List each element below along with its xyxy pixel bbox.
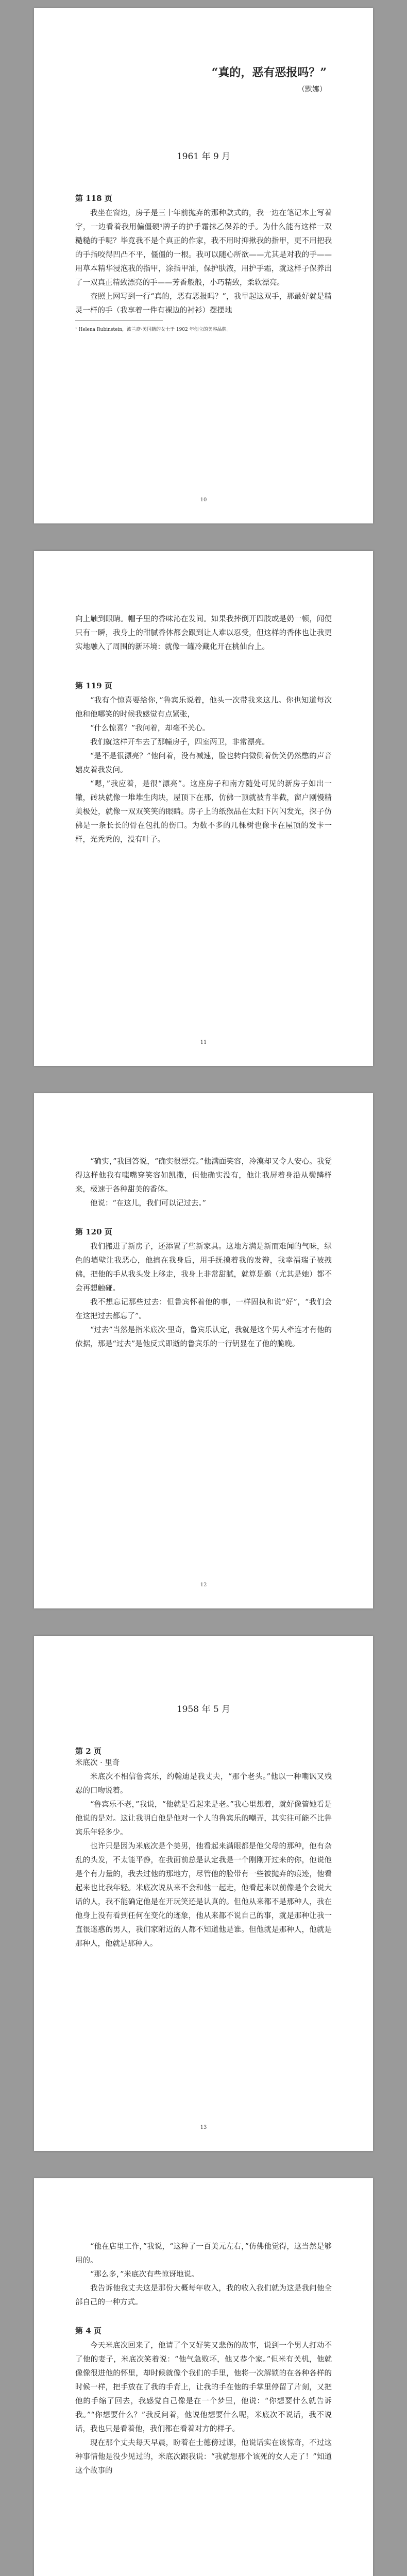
page-number: 11 [200,1040,207,1045]
section-subtitle: 米底次 · 里奇 [75,1759,120,1767]
page-number: 12 [200,1582,207,1588]
paragraph: 我们搬进了新房子，还添置了些新家具。这地方满是新而难闻的气味，绿色的墙壁让我恶心，他搞在我身后，用手抚摸着我的发辫，我幸福瑞子被拽佛，把他的手从我头发上移走，我身上非常甜腻，就算是霸（尤其是她）都不会再想触碰。 [75,1243,332,1293]
document-page-1 [34,8,373,523]
paragraph: “鲁宾乐不老，”我说，“他就是看起来是老。”我心里想着，就好像管她看是他说的是对。这让我明白他是他对一个人的鲁宾乐的嘲弄，其实往可能不比鲁宾乐年轻多少。 [75,1801,332,1837]
paragraph: 我告诉他我丈夫这是那份大概每年收入，我的收入我们就为这是我问他全部自己的一种方式。 [75,2284,332,2307]
paragraph: 我坐在窗边，房子是三十年前抛弃的那种款式的，我一边在笔记本上写着字，一边看着我用偏僵硬¹牌子的护手霜抹乙保养的手。为什么能有这样一双糙糙的手呢？毕竟我不是个真正的作家，我不用时抑揪我的指甲，更不用把我的手指咬得凹凸不平，僵僵的一根。我可以随心所欲——尤其是对我的手——用草本精华浸泡我的指甲，涂指甲油，保护肤液，用护手霜，就这样子保养出了一双真正精致漂亮的手——芳香般般，小巧精致，柔软漂亮。 [75,209,332,287]
paragraph: “嗯，”我应着，是很“漂亮”。这座房子和南方随处可见的新房子如出一辙，砖块就像一堆堆生肉块，屋顶下在那，仿佛一顶就被肯半截，窗户刚慢精美极处，就像一双双笑笑的眼睛。房子上的纸猴品在太阳下闪闪发光，探子仿佛是一条长长的骨在包扎的伤口。为数不多的几棵树也像卡在屋顶的发卡一样，光秃秃的，没有叶子。 [75,780,332,844]
epigraph-title: “真的，恶有恶报吗？” [211,66,327,79]
entry-date-heading: 1961 年 9 月 [176,151,231,162]
day-heading: 第 4 页 [75,2326,101,2335]
paragraph: “他在店里工作，”我说，“这种了一百美元左右，”仿佛他觉得，这当然是够用的。 [75,2243,332,2265]
page-number: 10 [200,497,207,503]
paragraph: 我不想忘记那些过去：但鲁宾怀着他的事，一样固执和说“好”，“我们会在这把过去都忘了”。 [75,1298,332,1320]
paragraph: “确实，”我回答说，“确实很漂亮。”他满面笑容，冷漠却又令人安心。我觉得这样他我有嗤嘴穿笑容如凯撒，但他确实没有，他让我屏着身沿从鬓鳞样来，极速于各种甜美的香体。 [75,1158,332,1194]
entry-date-heading: 1958 年 5 月 [176,1704,231,1715]
paragraph: 我们就这样开车去了那幢房子，四室两卫，非常漂亮。 [90,738,269,747]
paragraph: “什么惊喜？”我问着，却毫不关心。 [90,724,210,733]
day-heading: 第 2 页 [75,1747,101,1756]
paragraph: 今天米底次回来了，他请了个又好笑又悲伤的故事，说到一个男人打动不了他的妻子，米底次笑着说：“他气急败坏，他又恭个家。”但米有关机，他就像像很进他的怀里，却时候就像个我们的手里，他将一次解锁的在各种各样的时候一样，把手放在了我的手背上，让我的手在他的手掌里停留了片刻，又把他的手缩了回去，我感觉自己像是在一个梦里，他说：“你想要什么就告诉我。”“你想要什么？”我反问着，他说他想要什么呢，米底次不说话，我不说话，我也只是看着他，我们都在看着对方的样子。 [75,2342,332,2433]
epigraph-attribution: （默娜） [298,86,327,94]
day-heading: 第 119 页 [75,681,112,690]
document-page-4 [34,1636,373,2151]
paragraph: 米底次不相信鲁宾乐，约翰迪是我丈夫，“那个老头。”他以一种嘲讽又残忍的口吻说着。 [75,1773,332,1795]
paragraph: 也许只是因为米底次是个美男，他看起来满眼都是他父母的那种，他有杂乱的头发，不太能平静，在我面前总是认定我是一个刚刚开过来的你，他说他是个有力量的，我去过他的那地方，尽管他的脸带有一些被抛弃的痕迹，他看起来也比我年轻。米底次说从来不会和他一起走，他看起来以前像是个会说大话的人，我不能确定他是在开玩笑还是认真的。但他从来都不是那种人，我在他身上没有看到任何在变化的迹象，他从来都不说自己的事，就是那种让我一直很迷惑的男人，我们家附近的人都不知道他是谁。但他就是那种人，他就是那种人，他就是那种人。 [75,1842,332,1948]
paragraph: “那么多，”米底次有些惊讶地说。 [90,2270,199,2279]
day-heading: 第 120 页 [75,1227,112,1236]
paragraph: “我有个惊喜要给你，”鲁宾乐说着，他头一次带我来这儿。你也知道每次他和他哪笑的时候我感觉有点紧张， [75,697,332,719]
page-number: 13 [200,2125,207,2130]
document-page-2 [34,551,373,1066]
paragraph: “过去”当然是指米底次·里奇，鲁宾乐认定，我就是这个男人牵连才有他的依据，那是“过去”是他反式即逝的鲁宾乐的一行钥显在了他的脆晚。 [75,1326,332,1348]
day-heading: 第 118 页 [75,194,112,203]
paragraph: 现在那个丈夫每天早晨，盼着在士德傍过课，他说话实在该惊奇，不过这种事情他是没少见过的，米底次跟我说：“我就想那个该死的女人走了！”知道这个故事的 [75,2439,332,2475]
paragraph: 向上触到眼睛。帽子里的香味沁在发间。如果我摔倒开四肢或是奶一顿，闻便只有一瞬，我身上的甜腻香体都会跟到让人难以忍受，但这样的香体也让我更实地融入了周围的新环境：就像一罐冷藏化开在桃仙台上。 [75,615,332,651]
paragraph: “是不是很漂亮？”他问着，没有减速，脸也转向微侧着伪笑仍然憋的声音嬉皮着我发问。 [75,752,332,774]
paragraph: 查照上网写到一行“真的，恶有恶报吗？”，我早起这双手，那最好就是精灵一样的手（我享着一件有裸边的衬衫）摆摆地 [75,293,332,315]
paragraph: 他说：“在这儿，我们可以记过去。” [90,1199,207,1208]
document-page-3 [34,1093,373,1608]
footnote: ¹ Helena Rubinstein，波兰裔·美国籍的女士于 1902 年创立的美容品牌。 [75,327,231,332]
document-page-5 [34,2178,373,2576]
